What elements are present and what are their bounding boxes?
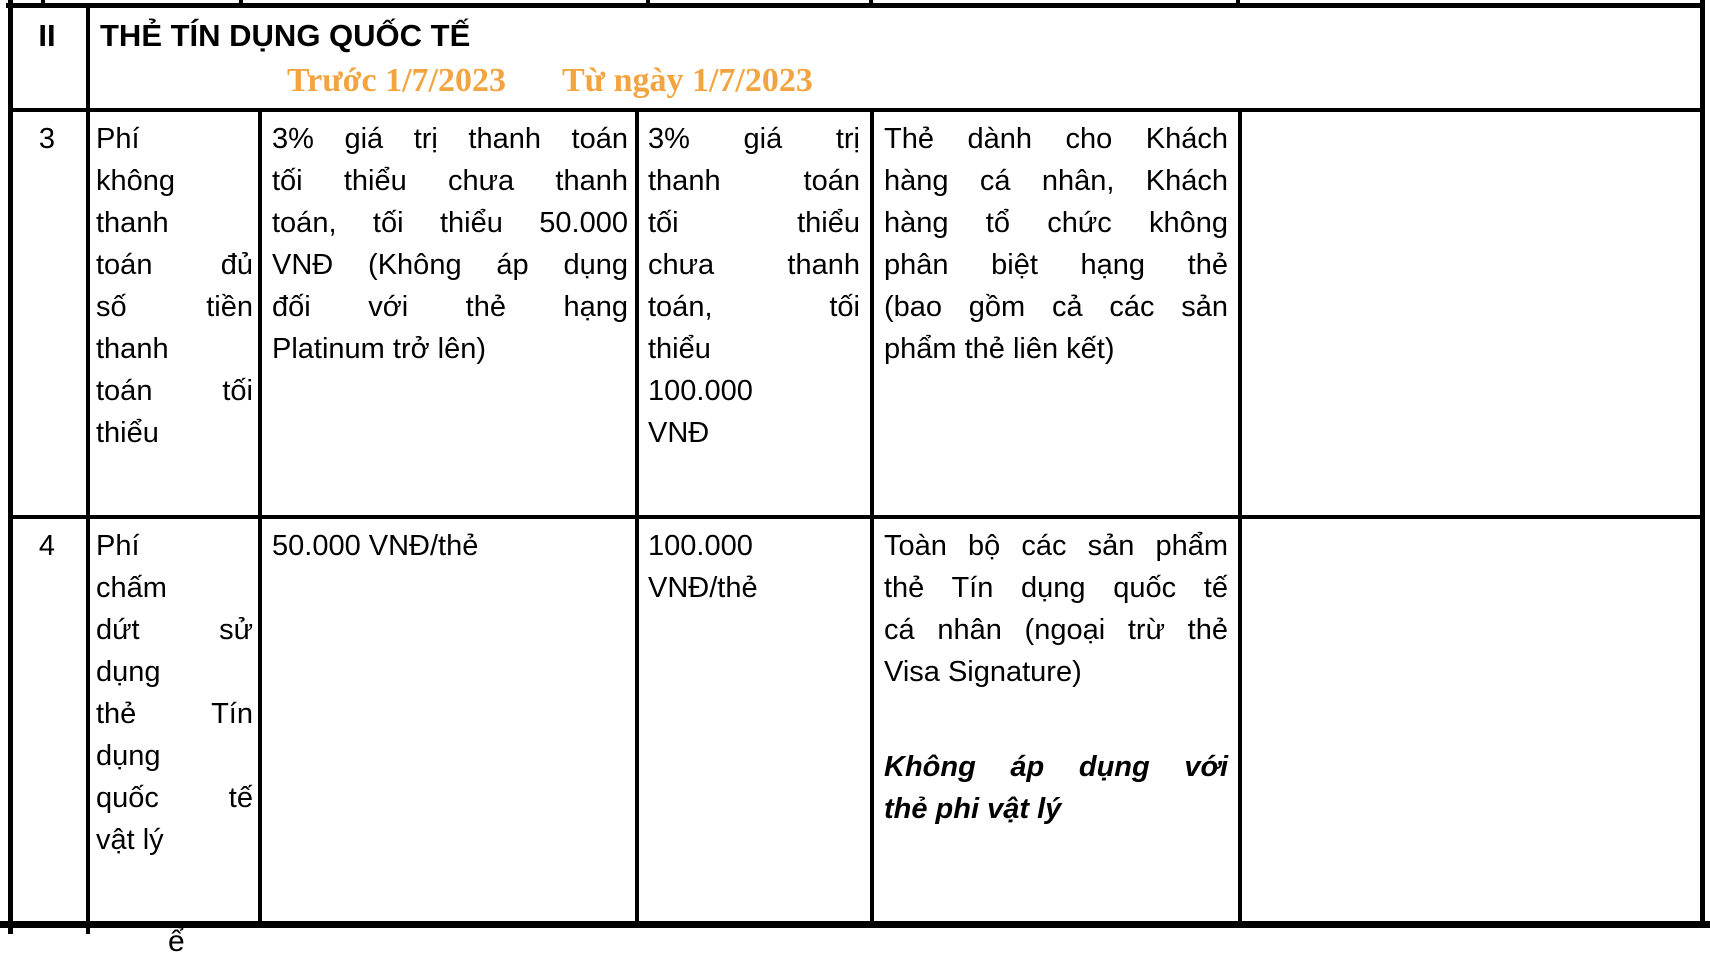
fee-before-cell: 3% giá trị thanh toán tối thiểu chưa thanh toán, tối thiểu 50.000 VNĐ (Không áp dụng đối với thẻ hạng Platinum trở lên): [272, 123, 628, 365]
fee-name-cell: Phí chấm dứt sử dụng thẻ Tín dụng quốc tế vật lý: [96, 530, 253, 856]
scope-note-cell: Không áp dụng với thẻ phi vật lý: [884, 751, 1228, 825]
scope-cell: Thẻ dành cho Khách hàng cá nhân, Khách hàng tổ chức không phân biệt hạng thẻ (bao gồm cả các sản phẩm thẻ liên kết): [884, 123, 1228, 365]
next-row-text-sliver: ể: [168, 925, 185, 958]
section-number: II: [38, 18, 56, 53]
row-number: 4: [38, 530, 56, 562]
col-divider-scope: [1238, 108, 1242, 923]
col-divider-before: [635, 108, 639, 923]
col-divider-no: [86, 6, 90, 934]
fee-after-cell: 100.000 VNĐ/thẻ: [648, 530, 758, 604]
row-number: 3: [38, 123, 56, 155]
table-right-border: [1700, 0, 1705, 925]
scope-cell: Toàn bộ các sản phẩm thẻ Tín dụng quốc tế cá nhân (ngoại trừ thẻ Visa Signature): [884, 530, 1228, 688]
col-divider-name: [258, 108, 262, 923]
header-bottom-border: [8, 108, 1705, 112]
fee-name-cell: Phí không thanh toán đủ số tiền thanh toán tối thiểu: [96, 123, 253, 449]
period-before-label: Trước 1/7/2023: [287, 62, 506, 99]
period-after-label: Từ ngày 1/7/2023: [562, 62, 813, 99]
fee-before-cell: 50.000 VNĐ/thẻ: [272, 530, 479, 562]
table-bottom-border: [0, 921, 1710, 928]
fee-after-cell: 3% giá trị thanh toán tối thiểu chưa thanh toán, tối thiểu 100.000 VNĐ: [648, 123, 860, 449]
table-top-border: [6, 3, 1705, 8]
section-title: THẺ TÍN DỤNG QUỐC TẾ: [100, 18, 471, 53]
col-divider-after: [870, 108, 874, 923]
row-divider: [8, 515, 1705, 519]
